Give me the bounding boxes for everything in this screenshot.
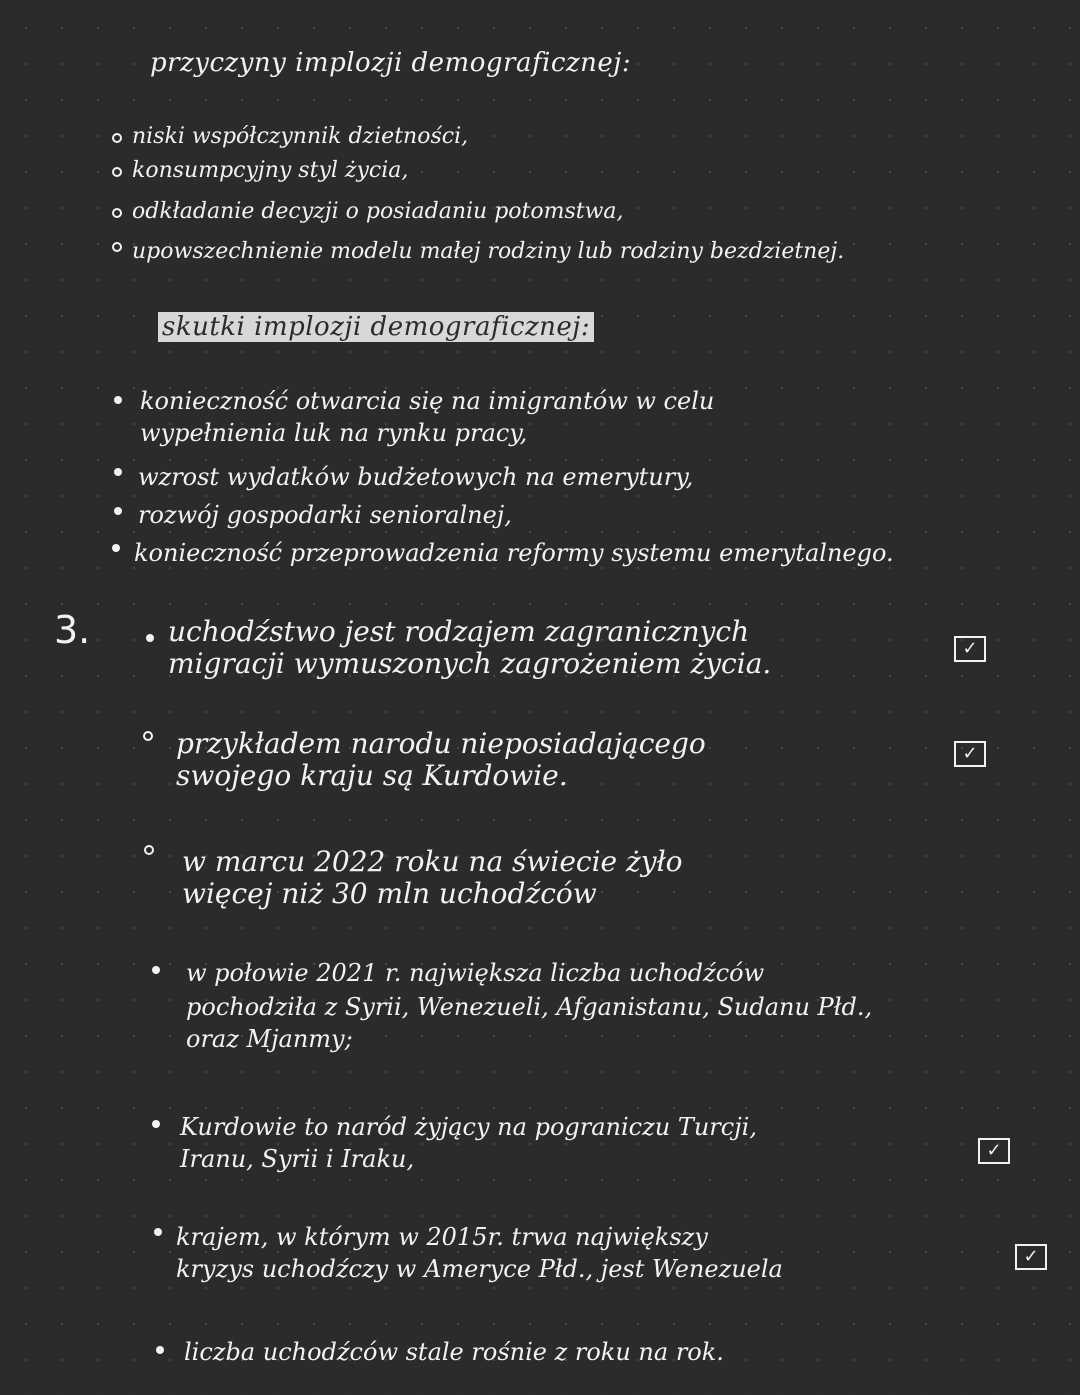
- statement-line: więcej niż 30 mln uchodźców: [182, 877, 597, 910]
- statement-line: w połowie 2021 r. największa liczba uchodźców: [186, 959, 765, 987]
- bullet-icon: [114, 507, 122, 515]
- bullet-icon: [112, 544, 120, 552]
- bullet-icon: [114, 396, 122, 404]
- cause-item: niski współczynnik dzietności,: [132, 124, 469, 149]
- statement-line: oraz Mjanmy;: [186, 1025, 353, 1053]
- statement-item: [180, 1112, 757, 1174]
- statement-line: przykładem narodu nieposiadającego: [176, 727, 706, 760]
- bullet-icon: [156, 1346, 164, 1354]
- bullet-icon: [154, 1228, 162, 1236]
- statement-line: w marcu 2022 roku na świecie żyło: [182, 845, 683, 878]
- checkbox-checked-icon[interactable]: ✓: [954, 636, 986, 662]
- effect-item: konieczność przeprowadzenia reformy systemu emerytalnego.: [134, 539, 894, 567]
- effect-item: [140, 386, 714, 448]
- effects-heading: [158, 312, 594, 342]
- statement-item: [186, 958, 872, 1054]
- checkbox-checked-icon[interactable]: ✓: [978, 1138, 1010, 1164]
- bullet-icon: [112, 167, 122, 177]
- effect-line: wypełnienia luk na rynku pracy,: [140, 419, 528, 447]
- checkbox-checked-icon[interactable]: ✓: [1015, 1244, 1047, 1270]
- bullet-icon: [152, 1120, 160, 1128]
- effect-line: konieczność otwarcia się na imigrantów w celu: [140, 387, 715, 415]
- cause-item: odkładanie decyzji o posiadaniu potomstwa,: [132, 199, 624, 224]
- effect-item: wzrost wydatków budżetowych na emerytury,: [138, 463, 694, 491]
- bullet-icon: [146, 634, 154, 642]
- bullet-icon: [112, 208, 122, 218]
- statement-item: [182, 846, 683, 910]
- statement-line: Kurdowie to naród żyjący na pograniczu Turcji,: [180, 1113, 757, 1141]
- causes-heading-text: przyczyny implozji demograficznej:: [150, 48, 632, 78]
- bullet-icon: [144, 845, 154, 855]
- bullet-icon: [143, 731, 153, 741]
- statement-item: [176, 728, 706, 792]
- statement-item: [176, 1222, 783, 1284]
- statement-line: pochodziła z Syrii, Wenezueli, Afganistanu, Sudanu Płd.,: [186, 993, 873, 1021]
- checkbox-checked-icon[interactable]: ✓: [954, 741, 986, 767]
- effect-item: rozwój gospodarki senioralnej,: [138, 501, 512, 529]
- statement-line: swojego kraju są Kurdowie.: [176, 759, 568, 792]
- bullet-icon: [152, 966, 160, 974]
- bullet-icon: [112, 133, 122, 143]
- statement-line: liczba uchodźców stale rośnie z roku na rok.: [184, 1338, 724, 1366]
- statement-line: Iranu, Syrii i Iraku,: [180, 1145, 415, 1173]
- cause-item: konsumpcyjny styl życia,: [132, 158, 409, 183]
- bullet-icon: [114, 468, 122, 476]
- statement-line: migracji wymuszonych zagrożeniem życia.: [168, 647, 772, 680]
- task-number: 3.: [54, 608, 91, 652]
- effects-heading-text: skutki implozji demograficznej:: [158, 312, 594, 342]
- statement-line: uchodźstwo jest rodzajem zagranicznych: [168, 615, 750, 648]
- statement-item: [168, 616, 771, 680]
- bullet-icon: [112, 242, 122, 252]
- statement-line: kryzys uchodźczy w Ameryce Płd., jest Wenezuela: [176, 1255, 783, 1283]
- cause-item: upowszechnienie modelu małej rodziny lub rodziny bezdzietnej.: [132, 239, 845, 264]
- causes-heading: [150, 48, 631, 78]
- statement-line: krajem, w którym w 2015r. trwa największy: [176, 1223, 708, 1251]
- statement-item: [184, 1337, 724, 1367]
